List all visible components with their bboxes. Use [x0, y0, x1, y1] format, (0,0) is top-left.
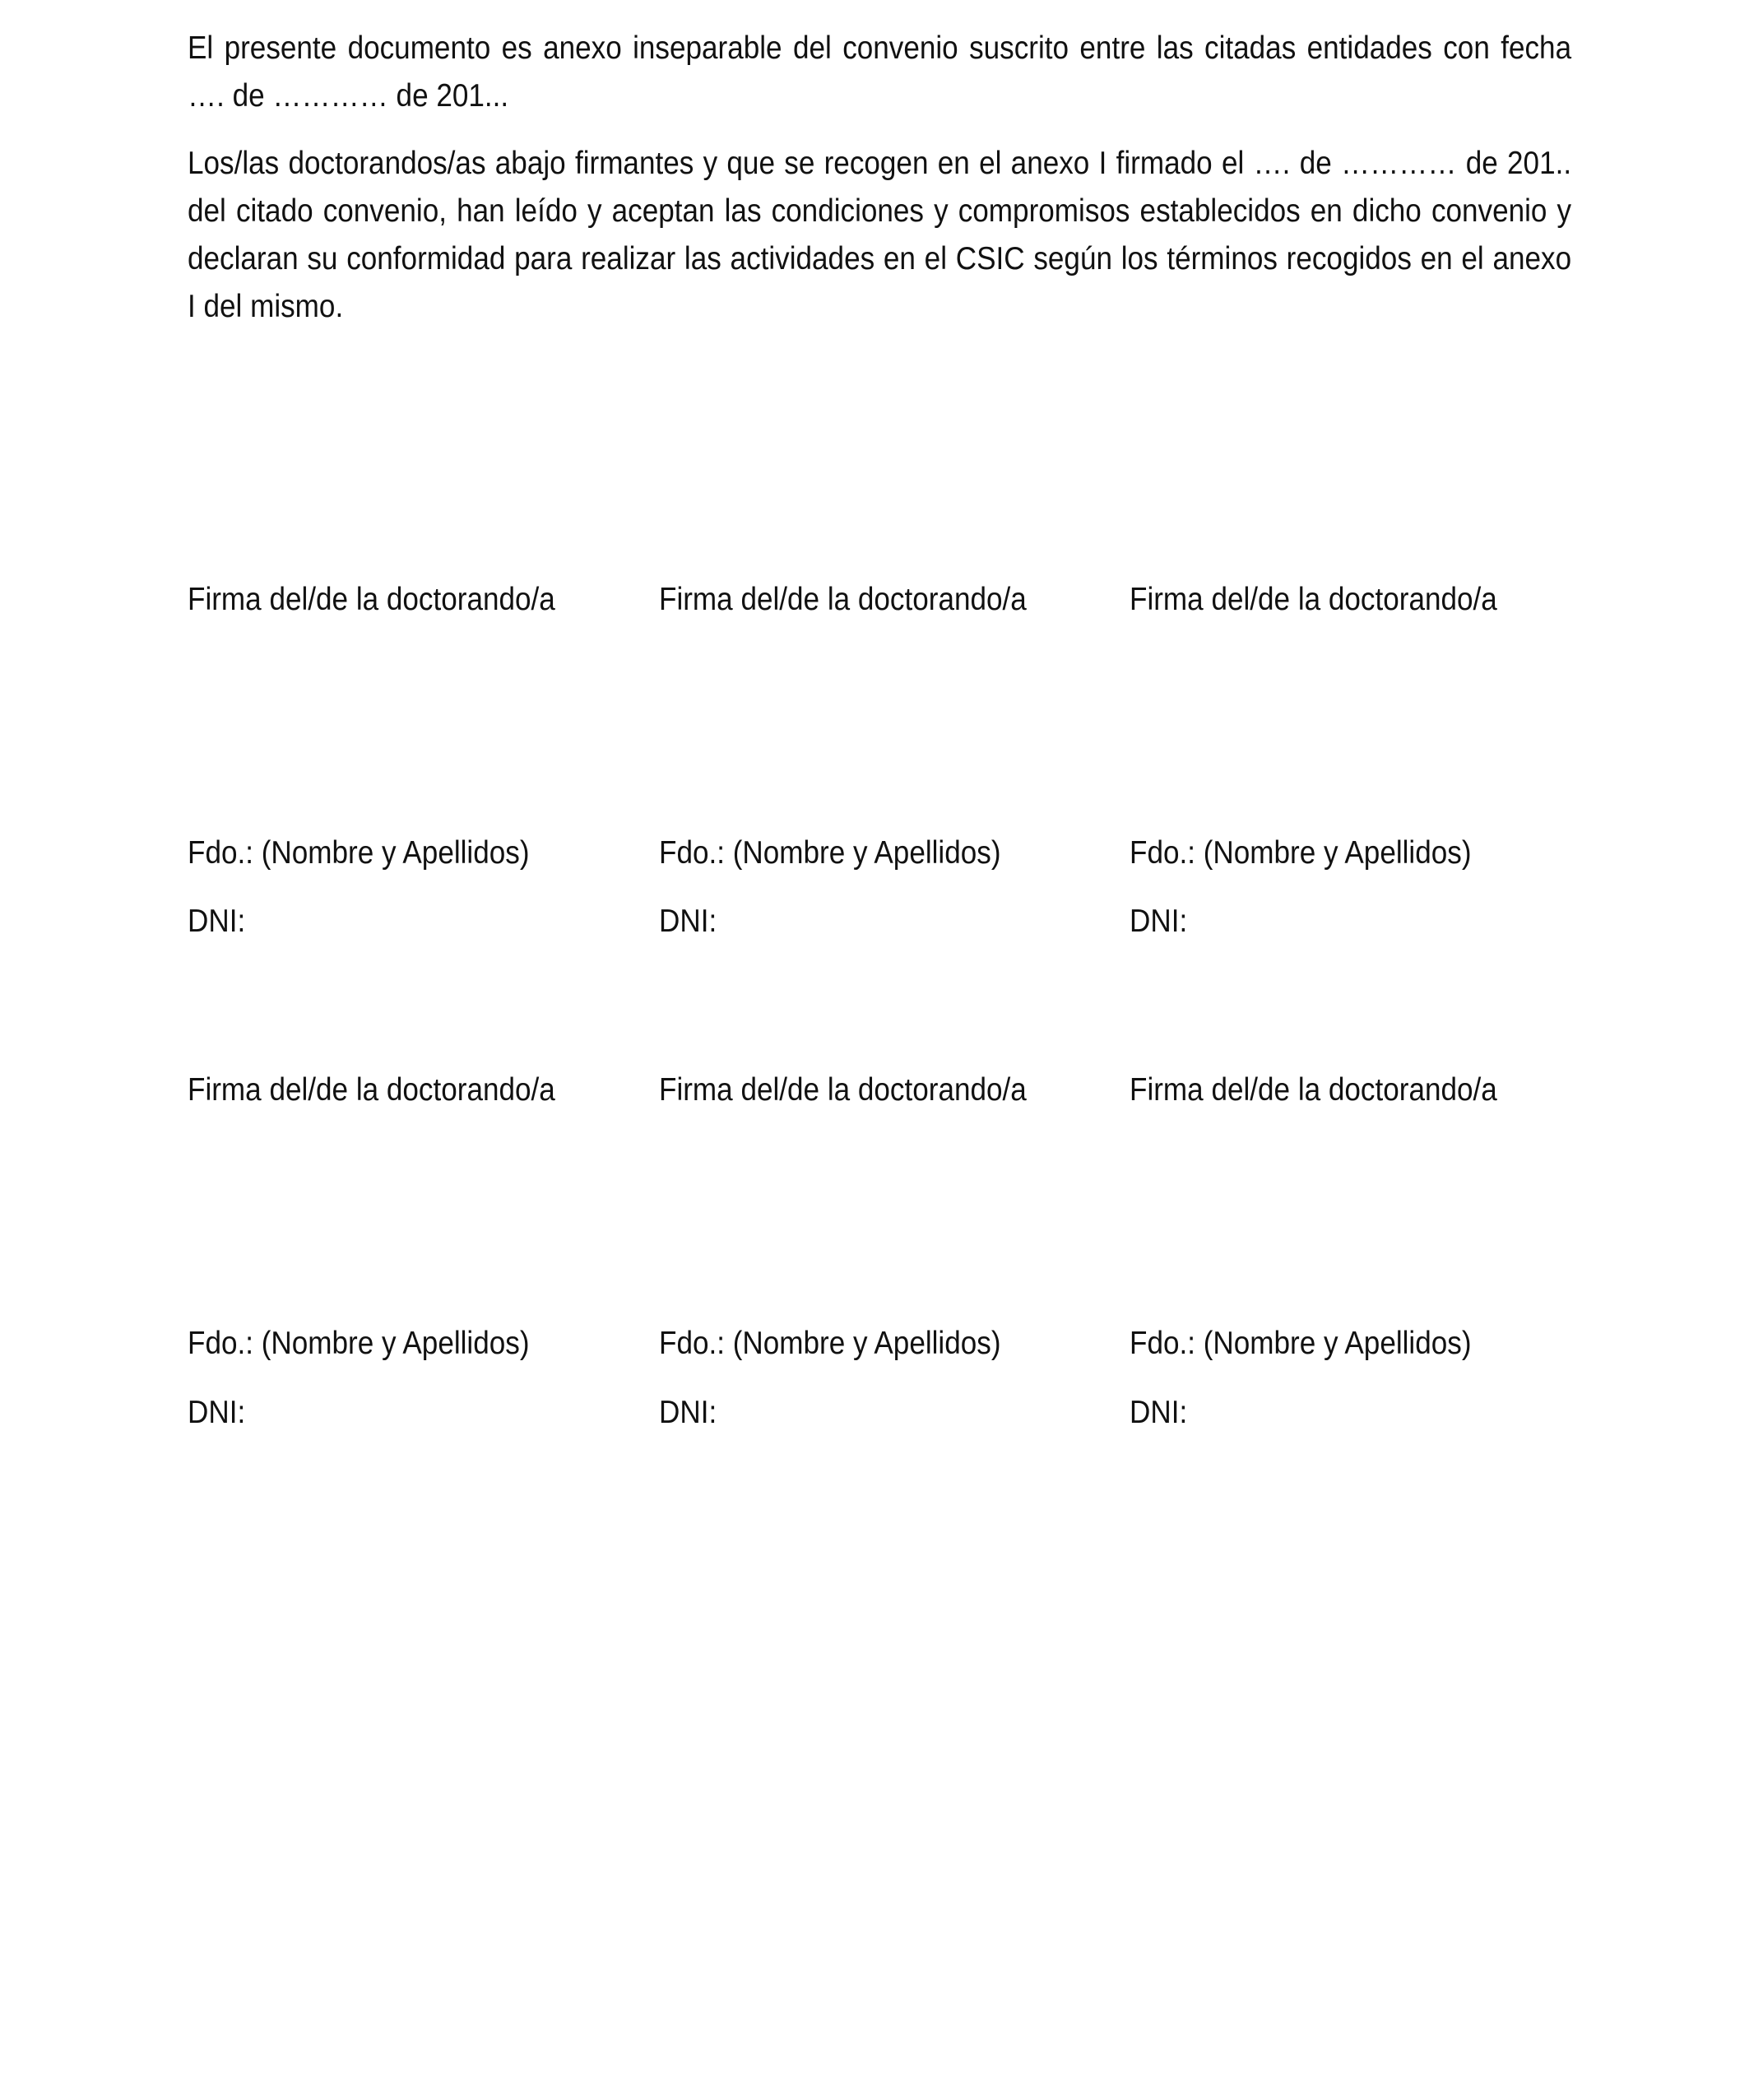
signed-name-label: Fdo.: (Nombre y Apellidos)	[188, 1326, 530, 1361]
signature-label: Firma del/de la doctorando/a	[188, 1072, 555, 1108]
signed-name-label: Fdo.: (Nombre y Apellidos)	[659, 835, 1001, 871]
signature-label: Firma del/de la doctorando/a	[188, 582, 555, 617]
signed-name-label: Fdo.: (Nombre y Apellidos)	[1130, 1326, 1472, 1361]
signature-label: Firma del/de la doctorando/a	[659, 582, 1027, 617]
dni-label: DNI:	[659, 904, 717, 939]
signature-label: Firma del/de la doctorando/a	[1130, 582, 1497, 617]
dni-label: DNI:	[659, 1395, 717, 1430]
dni-label: DNI:	[1130, 904, 1188, 939]
signed-name-label: Fdo.: (Nombre y Apellidos)	[188, 835, 530, 871]
signature-label: Firma del/de la doctorando/a	[659, 1072, 1027, 1108]
intro-paragraph: El presente documento es anexo inseparable del convenio suscrito entre las citadas entidades con fecha …. de ………… de 201...	[188, 30, 1572, 114]
dni-label: DNI:	[188, 904, 246, 939]
dni-label: DNI:	[188, 1395, 246, 1430]
acceptance-paragraph: Los/las doctorandos/as abajo firmantes y que se recogen en el anexo I firmado el …. de ………… de 201.. del citado convenio, han leído y aceptan las condiciones y compromisos establecidos en dicho convenio y declaran su conformidad para realizar las actividades en el CSIC según los términos recogidos en el anexo I del mismo.	[188, 146, 1572, 324]
dni-label: DNI:	[1130, 1395, 1188, 1430]
signed-name-label: Fdo.: (Nombre y Apellidos)	[659, 1326, 1001, 1361]
signed-name-label: Fdo.: (Nombre y Apellidos)	[1130, 835, 1472, 871]
signature-label: Firma del/de la doctorando/a	[1130, 1072, 1497, 1108]
